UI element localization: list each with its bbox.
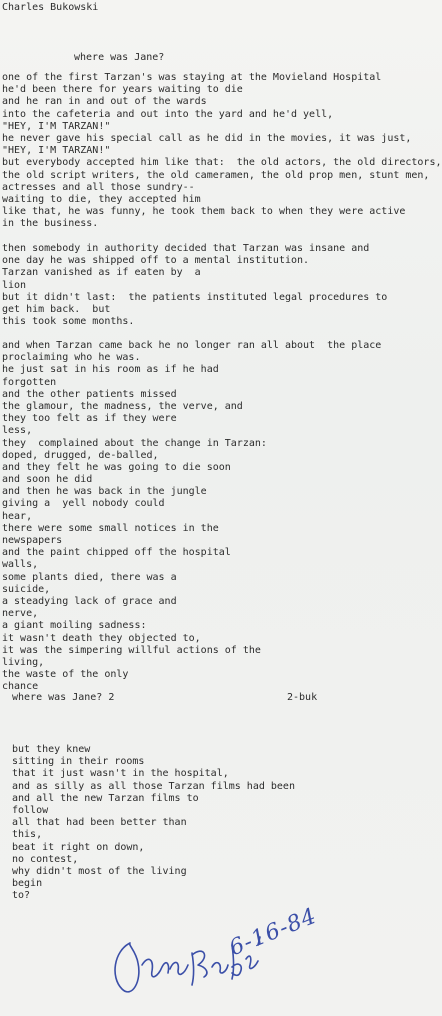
poem-line: and then he was back in the jungle <box>2 486 207 498</box>
poem-line: chance <box>2 681 39 693</box>
page-2-title: where was Jane? 2 <box>12 692 115 703</box>
poem-line: begin <box>12 878 43 890</box>
poem-line: actresses and all those sundry-- <box>2 181 195 193</box>
poem-line: they complained about the change in Tarzan: <box>2 437 267 449</box>
poem-line: but everybody accepted him like that: the old actors, the old directors, <box>2 157 442 169</box>
poem-line: beat it right on down, <box>12 841 145 853</box>
poem-line: waiting to die, they accepted him <box>2 193 201 205</box>
poem-line: and as silly as all those Tarzan films had been <box>12 780 295 792</box>
poem-line: and the paint chipped off the hospital <box>2 547 231 559</box>
stanza-2 <box>2 243 387 328</box>
poem-line: this, <box>12 829 43 841</box>
poem-line: "HEY, I'M TARZAN!" <box>2 120 111 132</box>
poem-line: he'd been there for years waiting to die <box>2 84 243 96</box>
poem-line: he just sat in his room as if he had <box>2 364 219 376</box>
poem-line: sitting in their rooms <box>12 756 145 768</box>
poem-line: it was the simpering willful actions of the <box>2 644 261 656</box>
poem-line: and they felt he was going to die soon <box>2 461 231 473</box>
poem-line: less, <box>2 425 33 437</box>
poem-line: but they knew <box>12 744 91 755</box>
poem-line: the old script writers, the old cameramen, the old prop men, stunt men, <box>2 169 430 181</box>
poem-line: to? <box>12 890 31 902</box>
poem-line: he never gave his special call as he did in the movies, it was just, <box>2 132 412 144</box>
poem-line: there were some small notices in the <box>2 522 219 534</box>
poem-line: in the business. <box>2 218 99 230</box>
poem-line: that it just wasn't in the hospital, <box>12 768 229 780</box>
poem-line: Tarzan vanished as if eaten by a <box>2 267 201 279</box>
page-2-marker: 2-buk <box>287 692 318 703</box>
poem-line: and the other patients missed <box>2 388 177 400</box>
poem-line: the glamour, the madness, the verve, and <box>2 400 243 412</box>
stanza-3 <box>2 340 381 693</box>
poem-line: into the cafeteria and out into the yard and he'd yell, <box>2 108 334 120</box>
poem-line: living, <box>2 656 45 668</box>
poem-line: doped, drugged, de-balled, <box>2 449 159 461</box>
poem-line: like that, he was funny, he took them back to when they were active <box>2 206 406 218</box>
poem-line: newspapers <box>2 535 63 546</box>
poem-line: why didn't most of the living <box>12 865 187 877</box>
poem-line: giving a yell nobody could <box>2 498 165 510</box>
poem-line: a steadying lack of grace and <box>2 595 177 607</box>
poem-line: it wasn't death they objected to, <box>2 632 201 644</box>
poem-line: one day he was shipped off to a mental institution. <box>2 255 310 267</box>
poem-line: and all the new Tarzan films to <box>12 792 199 804</box>
poem-line: walls, <box>2 559 39 571</box>
poem-line: a giant moiling sadness: <box>2 620 147 632</box>
author-name: Charles Bukowski <box>2 2 99 13</box>
poem-line: no contest, <box>12 853 79 865</box>
stanza-1 <box>2 72 442 230</box>
poem-line: but it didn't last: the patients instituted legal procedures to <box>2 291 388 303</box>
poem-line: and when Tarzan came back he no longer ran all about the place <box>2 340 382 351</box>
stanza-4 <box>12 744 295 902</box>
poem-line: "HEY, I'M TARZAN!" <box>2 145 111 157</box>
poem-line: some plants died, there was a <box>2 571 177 583</box>
poem-line: get him back. but <box>2 303 111 315</box>
poem-line: forgotten <box>2 376 57 388</box>
poem-line: and he ran in and out of the wards <box>2 96 207 108</box>
poem-line: all that had been better than <box>12 817 187 829</box>
poem-line: then somebody in authority decided that Tarzan was insane and <box>2 243 370 254</box>
poem-line: hear, <box>2 510 33 522</box>
poem-line: the waste of the only <box>2 669 129 681</box>
signature-date: 6-16-84 <box>226 903 321 962</box>
poem-line: follow <box>12 804 49 816</box>
poem-line: they too felt as if they were <box>2 413 177 425</box>
poem-title: where was Jane? <box>74 52 165 63</box>
poem-line: proclaiming who he was. <box>2 352 141 364</box>
poem-line: this took some months. <box>2 316 135 328</box>
poem-line: and soon he did <box>2 474 93 486</box>
poem-line: suicide, <box>2 583 51 595</box>
poem-line: nerve, <box>2 608 39 620</box>
poem-line: lion <box>2 279 27 291</box>
poem-line: one of the first Tarzan's was staying at the Movieland Hospital <box>2 72 382 83</box>
